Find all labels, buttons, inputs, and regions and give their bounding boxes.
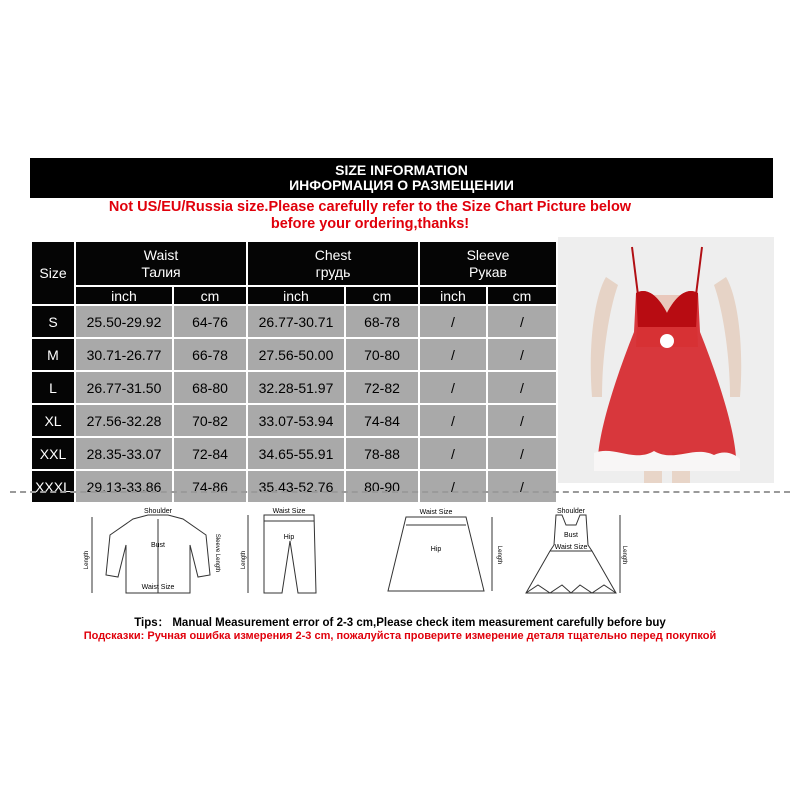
- measurement-cell: 28.35-33.07: [76, 438, 172, 469]
- measurement-cell: 32.28-51.97: [248, 372, 344, 403]
- table-row: [32, 306, 556, 337]
- measurement-cell: 74-84: [346, 405, 418, 436]
- shirt-waist-label: Waist Size: [141, 584, 175, 591]
- dress-length-label: Length: [621, 545, 627, 565]
- chest-header-ru: грудь: [315, 263, 351, 280]
- size-chart-table: [30, 240, 558, 504]
- dress-shoulder-label: Shoulder: [556, 508, 586, 515]
- table-row: [32, 339, 556, 370]
- measurement-cell: 30.71-26.77: [76, 339, 172, 370]
- notice-line-2: before your ordering,thanks!: [270, 216, 470, 232]
- section-divider: [10, 491, 790, 493]
- waist-header: [76, 242, 246, 285]
- unit-header: inch: [420, 287, 486, 304]
- measurement-cell: /: [488, 372, 556, 403]
- measurement-cell: /: [488, 438, 556, 469]
- dress-measure-diagram: [516, 505, 626, 603]
- measurement-cell: /: [488, 306, 556, 337]
- size-label: XL: [32, 405, 74, 436]
- tips-en: Tips： Manual Measurement error of 2-3 cm,Please check item measurement carefully before buy: [134, 617, 666, 629]
- size-label: XXL: [32, 438, 74, 469]
- size-rows: [32, 306, 556, 502]
- chest-header-en: Chest: [314, 246, 352, 263]
- measurement-cell: /: [420, 339, 486, 370]
- unit-header: inch: [76, 287, 172, 304]
- shirt-sleeve-label: Sleeve Length: [214, 533, 220, 573]
- banner-title-ru: ИНФОРМАЦИЯ О РАЗМЕЩЕНИИ: [289, 177, 514, 193]
- pants-length-label: Length: [241, 550, 247, 570]
- measurement-cell: 72-84: [174, 438, 246, 469]
- measurement-cell: 27.56-50.00: [248, 339, 344, 370]
- measurement-cell: /: [420, 372, 486, 403]
- measurement-cell: /: [488, 339, 556, 370]
- measurement-cell: 80-90: [346, 471, 418, 502]
- red-lace-dress-image: [558, 237, 774, 483]
- table-row: [32, 471, 556, 502]
- size-info-banner: [30, 158, 773, 198]
- measurement-cell: 70-80: [346, 339, 418, 370]
- skirt-waist-label: Waist Size: [419, 509, 453, 516]
- product-photo: [558, 237, 774, 483]
- size-notice: [30, 199, 710, 233]
- size-label: L: [32, 372, 74, 403]
- skirt-length-label: Length: [496, 545, 502, 565]
- measurement-cell: 25.50-29.92: [76, 306, 172, 337]
- measurement-cell: /: [488, 471, 556, 502]
- measurement-cell: 26.77-30.71: [248, 306, 344, 337]
- measurement-cell: 35.43-52.76: [248, 471, 344, 502]
- measurement-cell: /: [420, 471, 486, 502]
- dress-waist-label: Waist Size: [554, 544, 588, 551]
- measurement-cell: 33.07-53.94: [248, 405, 344, 436]
- size-label: M: [32, 339, 74, 370]
- table-row: [32, 405, 556, 436]
- table-row: [32, 438, 556, 469]
- measurement-cell: 27.56-32.28: [76, 405, 172, 436]
- chest-header: [248, 242, 418, 285]
- size-label: S: [32, 306, 74, 337]
- waist-header-ru: Талия: [141, 263, 181, 280]
- size-label: XXXL: [32, 471, 74, 502]
- sleeve-header-en: Sleeve: [466, 246, 510, 263]
- measurement-cell: 66-78: [174, 339, 246, 370]
- measurement-cell: 74-86: [174, 471, 246, 502]
- unit-header: cm: [488, 287, 556, 304]
- shirt-shoulder-label: Shoulder: [143, 508, 173, 515]
- unit-header: cm: [174, 287, 246, 304]
- waist-header-en: Waist: [143, 246, 179, 263]
- measurement-cell: /: [420, 438, 486, 469]
- unit-header: inch: [248, 287, 344, 304]
- measurement-cell: /: [488, 405, 556, 436]
- measurement-cell: 34.65-55.91: [248, 438, 344, 469]
- measurement-cell: 70-82: [174, 405, 246, 436]
- skirt-measure-diagram: [374, 505, 504, 603]
- measurement-cell: 64-76: [174, 306, 246, 337]
- pants-hip-label: Hip: [283, 534, 295, 541]
- shirt-measure-diagram: [78, 505, 228, 603]
- skirt-hip-label: Hip: [430, 546, 442, 553]
- pants-waist-label: Waist Size: [272, 508, 306, 515]
- measurement-cell: 26.77-31.50: [76, 372, 172, 403]
- measurement-cell: /: [420, 306, 486, 337]
- measurement-cell: 78-88: [346, 438, 418, 469]
- sleeve-header-ru: Рукав: [469, 263, 507, 280]
- pants-measure-diagram: [238, 505, 328, 603]
- measurement-cell: 72-82: [346, 372, 418, 403]
- measurement-cell: 29.13-33.86: [76, 471, 172, 502]
- measurement-cell: /: [420, 405, 486, 436]
- measurement-cell: 68-78: [346, 306, 418, 337]
- unit-header: cm: [346, 287, 418, 304]
- sleeve-header: [420, 242, 556, 285]
- banner-title-en: SIZE INFORMATION: [335, 162, 468, 178]
- measurement-cell: 68-80: [174, 372, 246, 403]
- tips-ru: Подсказки: Ручная ошибка измерения 2-3 cm, пожалуйста проверите измерение деталя тщательно перед покупкой: [83, 630, 717, 642]
- notice-line-1: Not US/EU/Russia size.Please carefully refer to the Size Chart Picture below: [108, 199, 632, 215]
- table-row: [32, 372, 556, 403]
- shirt-bust-label: Bust: [150, 542, 166, 549]
- shirt-length-label: Length: [84, 550, 90, 570]
- dress-bust-label: Bust: [563, 532, 579, 539]
- size-header: Size: [32, 242, 74, 304]
